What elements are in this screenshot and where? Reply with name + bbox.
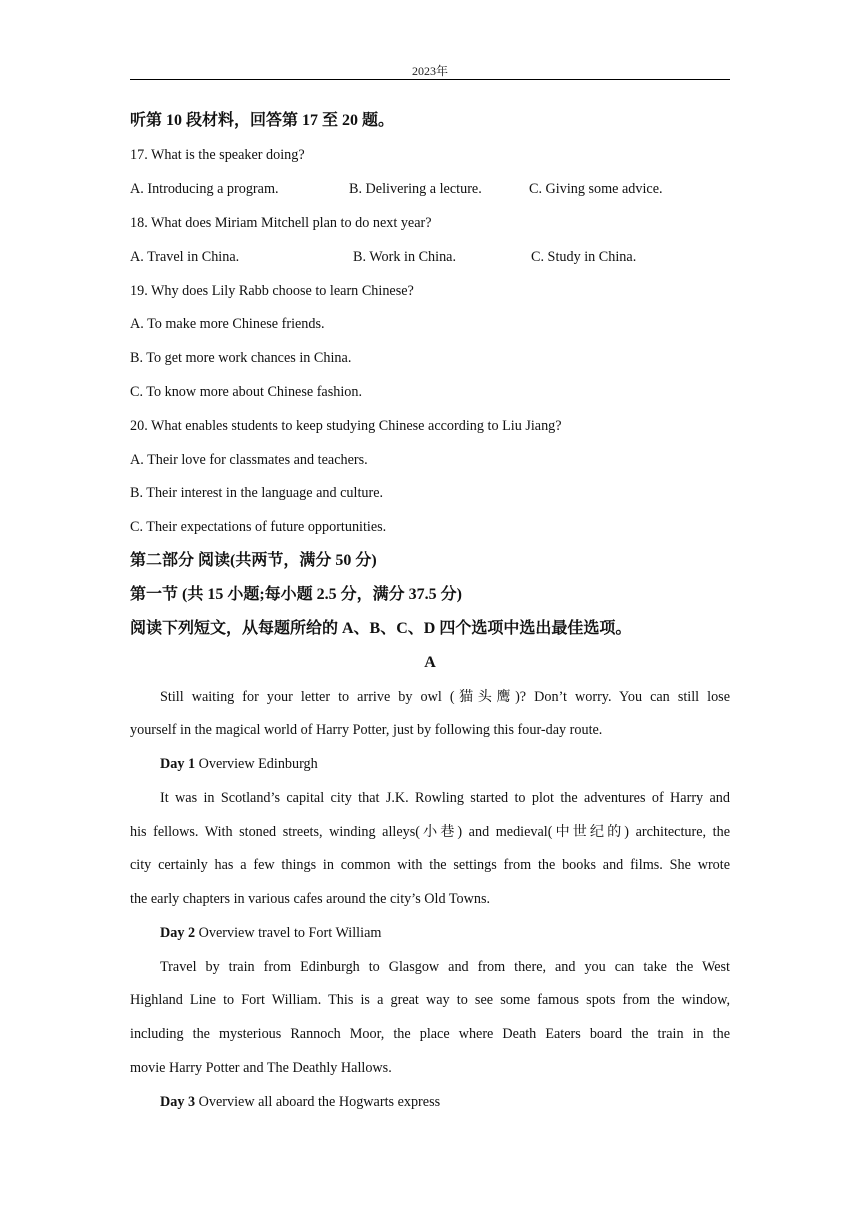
day1-heading <box>130 755 730 773</box>
day1-line-2: his fellows. With stoned streets, winding alleys(小巷) and medieval(中世纪的) architecture, the <box>130 824 730 840</box>
intro-line-2: yourself in the magical world of Harry Potter, just by following this four-day route. <box>130 722 603 738</box>
day1-line-3: city certainly has a few things in common with the settings from the books and films. She wrote <box>130 857 730 873</box>
day1-label: Day 1 <box>160 756 196 772</box>
page-header: 2023年 <box>411 64 448 78</box>
q18-option-a: A. Travel in China. <box>130 249 240 265</box>
reading-instruction: 阅读下列短文，从每题所给的 A、B、C、D 四个选项中选出最佳选项。 <box>130 620 632 637</box>
question-20-stem: 20. What enables students to keep studying Chinese according to Liu Jiang? <box>130 418 562 434</box>
header-rule <box>130 79 730 80</box>
day1-title: Overview Edinburgh <box>195 756 318 772</box>
q18-option-b: B. Work in China. <box>353 249 457 265</box>
day2-line-1: Travel by train from Edinburgh to Glasgow and from there, and you can take the West <box>160 959 730 975</box>
q19-option-a: A. To make more Chinese friends. <box>130 316 325 332</box>
q20-option-a: A. Their love for classmates and teachers. <box>130 452 368 468</box>
day3-title: Overview all aboard the Hogwarts express <box>195 1094 441 1110</box>
intro-line-1: Still waiting for your letter to arrive by owl (猫头鹰)? Don’t worry. You can still lose <box>160 689 730 705</box>
q19-option-b: B. To get more work chances in China. <box>130 350 352 366</box>
listening-section-title: 听第 10 段材料，回答第 17 至 20 题。 <box>130 112 395 129</box>
question-18-stem: 18. What does Miriam Mitchell plan to do next year? <box>130 215 432 231</box>
day1-line-1: It was in Scotland’s capital city that J.K. Rowling started to plot the adventures of Harry and <box>160 790 730 806</box>
question-17-stem: 17. What is the speaker doing? <box>130 147 305 163</box>
day3-label: Day 3 <box>160 1094 196 1110</box>
reading-section-title: 第一节 (共 15 小题;每小题 2.5 分，满分 37.5 分) <box>130 586 462 603</box>
question-19-stem: 19. Why does Lily Rabb choose to learn Chinese? <box>130 283 414 299</box>
day3-heading <box>130 1093 730 1111</box>
day2-line-3: including the mysterious Rannoch Moor, the place where Death Eaters board the train in the <box>130 1026 730 1042</box>
day2-line-4: movie Harry Potter and The Deathly Hallows. <box>130 1060 392 1076</box>
reading-part-title: 第二部分 阅读(共两节，满分 50 分) <box>130 552 377 569</box>
q18-option-c: C. Study in China. <box>531 249 637 265</box>
day2-label: Day 2 <box>160 925 196 941</box>
passage-label: A <box>424 654 436 671</box>
q20-option-b: B. Their interest in the language and culture. <box>130 485 384 501</box>
day2-title: Overview travel to Fort William <box>195 925 382 941</box>
day1-line-4: the early chapters in various cafes around the city’s Old Towns. <box>130 891 491 907</box>
q17-option-c: C. Giving some advice. <box>529 181 663 197</box>
q20-option-c: C. Their expectations of future opportunities. <box>130 519 387 535</box>
q19-option-c: C. To know more about Chinese fashion. <box>130 384 363 400</box>
day2-line-2: Highland Line to Fort William. This is a great way to see some famous spots from the window, <box>130 992 730 1008</box>
q17-option-b: B. Delivering a lecture. <box>349 181 482 197</box>
q17-option-a: A. Introducing a program. <box>130 181 279 197</box>
day2-heading <box>130 924 730 942</box>
